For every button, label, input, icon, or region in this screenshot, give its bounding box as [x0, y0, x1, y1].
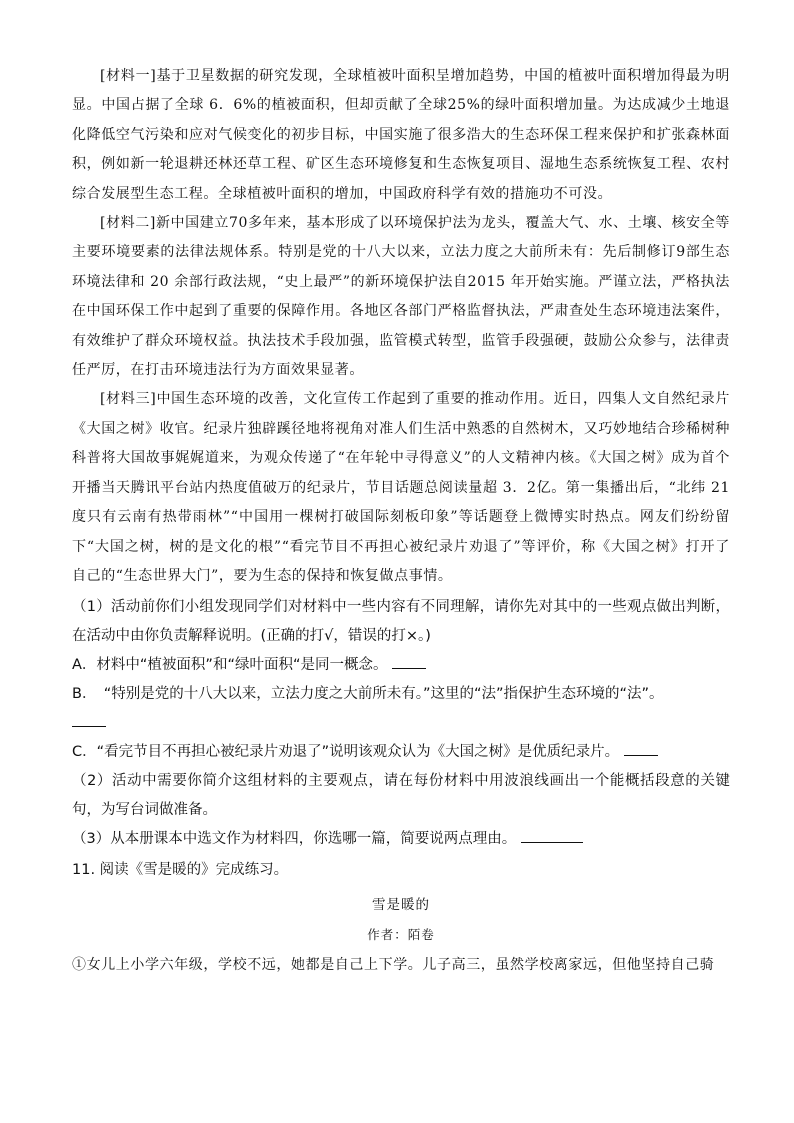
- material-one-paragraph: [材料一]基于卫星数据的研究发现，全球植被叶面积呈增加趋势，中国的植被叶面积增加得最为明显。中国占据了全球 6．6%的植被面积，但却贡献了全球25%的绿叶面积增加量。为达成减少土地退化降低空气污染和应对气候变化的初步目标，中国实施了很多浩大的生态环保工程来保护和扩张森林面积，例如新一轮退耕还林还草工程、矿区生态环境修复和生态恢复项目、湿地生态系统恢复工程、农村综合发展型生态工程。全球植被叶面积的增加，中国政府科学有效的措施功不可没。: [72, 68, 730, 202]
- question-1-option-b-text: B． “特别是党的十八大以来，立法力度之大前所未有。”这里的“法”指保护生态环境的“法”。: [72, 686, 664, 703]
- question-1-option-c-text: C．“看完节目不再担心被纪录片劝退了”说明该观众认为《大国之树》是优质纪录片。: [72, 744, 620, 761]
- question-1-option-a-text: A．材料中“植被面积”和“绿叶面积“是同一概念。: [72, 657, 388, 674]
- question-3: [72, 825, 730, 854]
- material-three-paragraph: [材料三]中国生态环境的改善，文化宣传工作起到了重要的推动作用。近日，四集人文自然纪录片《大国之树》收官。纪录片独辟蹊径地将视角对准人们生活中熟悉的自然树木，又巧妙地结合珍稀树种科普将大国故事娓娓道来，为观众传递了“在年轮中寻得意义”的人文精神内核。《大国之树》成为首个开播当天腾讯平台站内热度值破万的纪录片，节目话题总阅读量超 3．2亿。第一集播出后，“北纬 21度只有云南有热带雨林”“中国用一棵树打破国际刻板印象”等话题登上微博实时热点。网友们纷纷留下“大国之树，树的是文化的根”“看完节目不再担心被纪录片劝退了”等评价，称《大国之树》打开了自己的“生态世界大门”，要为生态的保持和恢复做点事情。: [72, 391, 730, 584]
- question-1-option-a: [72, 651, 730, 680]
- question-2: [72, 767, 730, 825]
- article-title: 雪是暖的: [372, 897, 430, 914]
- article-paragraph-1: ①女儿上小学六年级，学校不远，她都是自己上下学。儿子高三，虽然学校离家远，但他坚持自己骑: [72, 957, 715, 974]
- answer-blank-q3[interactable]: [521, 828, 583, 843]
- answer-blank-a[interactable]: [392, 654, 426, 669]
- question-1-option-b: [72, 680, 730, 738]
- material-two-paragraph: [材料二]新中国建立70多年来，基本形成了以环境保护法为龙头，覆盖大气、水、土壤、核安全等主要环境要素的法律法规体系。特别是党的十八大以来，立法力度之大前所未有：先后制修订9部生态环境法律和 20 余部行政法规，“史上最严”的新环境保护法自2015 年开始实施。严谨立法，严格执法在中国环保工作中起到了重要的保障作用。各地区各部门严格监督执法，严肃查处生态环境违法案件，有效维护了群众环境权益。执法技术手段加强，监管模式转型，监管手段强硬，鼓励公众参与，法律责任严厉，在打击环境违法行为方面效果显著。: [72, 215, 730, 379]
- question-1-option-c: [72, 738, 730, 767]
- question-2-text: （2）活动中需要你简介这组材料的主要观点，请在每份材料中用波浪线画出一个能概括段意的关键句，为写台词做准备。: [72, 773, 730, 819]
- question-1-intro: [72, 593, 730, 651]
- question-1-intro-text: （1）活动前你们小组发现同学们对材料中一些内容有不同理解，请你先对其中的一些观点做出判断，在活动中由你负责解释说明。(正确的打√，错误的打×。): [72, 599, 730, 645]
- document-page: [72, 62, 730, 981]
- article-author: 作者：陌卷: [367, 927, 435, 943]
- question-3-text: （3）从本册课本中选文作为材料四，你选哪一篇，简要说两点理由。: [72, 831, 517, 848]
- answer-blank-c[interactable]: [624, 741, 658, 756]
- answer-blank-b[interactable]: [72, 712, 106, 727]
- section-11-heading: 11. 阅读《雪是暖的》完成练习。: [72, 862, 289, 879]
